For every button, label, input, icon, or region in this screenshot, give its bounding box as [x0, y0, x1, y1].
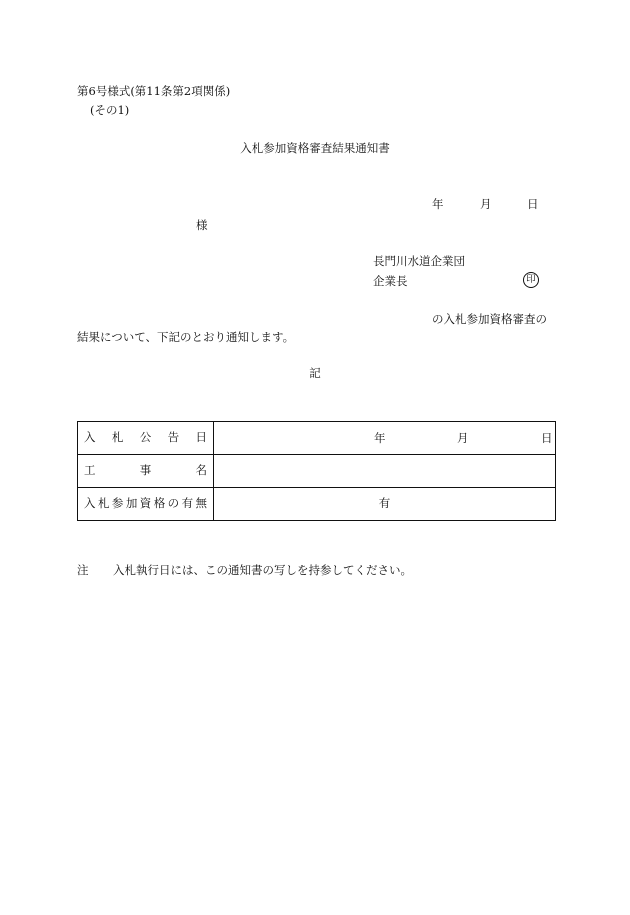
body-text-line-2: 結果について、下記のとおり通知します。 [77, 330, 295, 344]
document-title: 入札参加資格審査結果通知書 [240, 141, 390, 155]
recipient-honorific: 様 [196, 218, 208, 232]
label-char: 公 [139, 430, 152, 445]
ki-heading: 記 [309, 366, 321, 380]
note-text: 入札執行日には、この通知書の写しを持参してください。 [113, 563, 412, 577]
label-bid-notice-date [78, 422, 214, 455]
info-table [77, 421, 556, 521]
table-row [78, 488, 556, 521]
label-char: 事 [139, 463, 152, 478]
label-char: 名 [195, 463, 207, 478]
label-char: 加 [125, 496, 138, 511]
label-char: 札 [111, 430, 124, 445]
value-construction-name [214, 455, 556, 488]
value-bid-notice-date [214, 422, 556, 455]
date-year-label: 年 [432, 197, 444, 211]
date-month-label: 月 [480, 197, 492, 211]
body-text-line-1: の入札参加資格審査の [432, 312, 547, 326]
table-row [78, 422, 556, 455]
table-row [78, 455, 556, 488]
label-qualification-status [78, 488, 214, 521]
form-sub-number: (その1) [90, 103, 130, 117]
label-char: 入 [84, 496, 96, 511]
label-char: 資 [139, 496, 152, 511]
label-construction-name [78, 455, 214, 488]
notice-day-label: 日 [541, 431, 553, 445]
label-char: 札 [97, 496, 110, 511]
issuer-organization: 長門川水道企業団 [373, 254, 465, 268]
notice-year-label: 年 [374, 431, 386, 445]
note-label: 注 [77, 563, 89, 577]
label-char: 有 [181, 496, 194, 511]
label-char: 工 [84, 463, 96, 478]
label-char: 日 [195, 430, 207, 445]
label-char: 告 [167, 430, 180, 445]
label-char: 無 [195, 496, 207, 511]
label-char: の [167, 496, 180, 511]
date-day-label: 日 [527, 197, 539, 211]
label-char: 入 [84, 430, 96, 445]
form-number: 第6号様式(第11条第2項関係) [77, 84, 231, 98]
value-qualification-status: 有 [214, 488, 556, 521]
label-char: 参 [111, 496, 124, 511]
notice-month-label: 月 [457, 431, 469, 445]
seal-mark: 印 [523, 272, 539, 288]
label-char: 格 [153, 496, 166, 511]
issuer-title: 企業長 [373, 274, 408, 288]
